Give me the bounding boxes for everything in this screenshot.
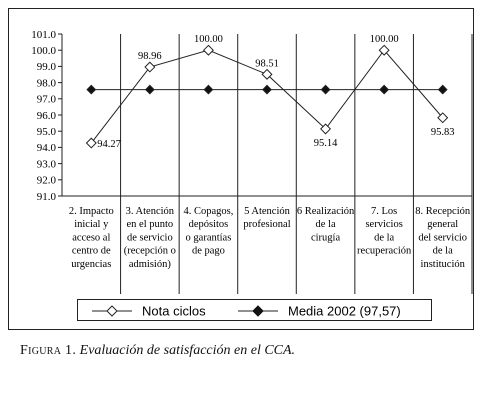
data-label: 98.51 [255, 58, 279, 70]
figure-caption-text: Evaluación de satisfacción en el CCA. [79, 343, 296, 358]
y-tick-label: 98.0 [36, 77, 56, 90]
point-media-2002 [263, 85, 271, 93]
y-tick-label: 94.0 [36, 142, 56, 155]
figure-number: Figura 1. [20, 343, 77, 358]
point-media-2002 [380, 85, 388, 93]
point-nota-ciclos [86, 138, 96, 148]
legend-label-media-2002: Media 2002 (97,57) [288, 303, 401, 319]
x-category-label: 8. Recepción general del servicio de la institución [415, 206, 471, 270]
data-label: 95.14 [313, 137, 338, 149]
point-nota-ciclos [204, 45, 214, 55]
point-media-2002 [87, 85, 95, 93]
y-tick-label: 97.0 [36, 93, 56, 106]
y-tick-label: 93.0 [36, 158, 56, 171]
x-category-label: 7. Los servicios de la recuperación [357, 206, 412, 257]
y-tick-label: 91.0 [36, 190, 56, 203]
x-category-labels [69, 206, 471, 270]
filled-diamond-icon [253, 306, 263, 316]
data-label: 98.96 [138, 51, 162, 63]
y-tick-label: 101.0 [31, 28, 56, 41]
y-tick-label: 96.0 [36, 109, 56, 122]
y-tick-label: 92.0 [36, 174, 56, 187]
data-label: 100.00 [369, 34, 399, 46]
y-tick-label: 95.0 [36, 126, 56, 138]
figure-caption [20, 343, 295, 359]
point-nota-ciclos [145, 62, 155, 72]
point-media-2002 [204, 85, 212, 93]
legend-item-nota-ciclos [92, 304, 206, 319]
x-category-label: 4. Copagos, depósitos o garantías de pago [183, 206, 234, 257]
y-tick-label: 100.0 [31, 45, 56, 57]
legend-item-media-2002 [238, 304, 401, 319]
x-category-label: 5 Atención profesional [243, 206, 291, 231]
point-media-2002 [439, 85, 447, 93]
point-media-2002 [321, 85, 329, 93]
point-media-2002 [146, 85, 154, 93]
legend-label-nota-ciclos: Nota ciclos [142, 303, 206, 319]
open-diamond-icon [107, 306, 117, 316]
x-category-label: 3. Atención en el punto de servicio (recepción o admisión) [123, 206, 176, 270]
y-tick-labels [31, 29, 56, 203]
legend [77, 299, 432, 321]
x-category-label: 6 Realización de la cirugía [296, 206, 355, 244]
data-label: 95.83 [430, 126, 455, 138]
x-category-label: 2. Impacto inicial y acceso al centro de urgencias [68, 206, 114, 270]
y-tick-label: 99.0 [36, 61, 56, 74]
data-label: 94.27 [97, 139, 121, 151]
data-label: 100.00 [193, 34, 223, 46]
